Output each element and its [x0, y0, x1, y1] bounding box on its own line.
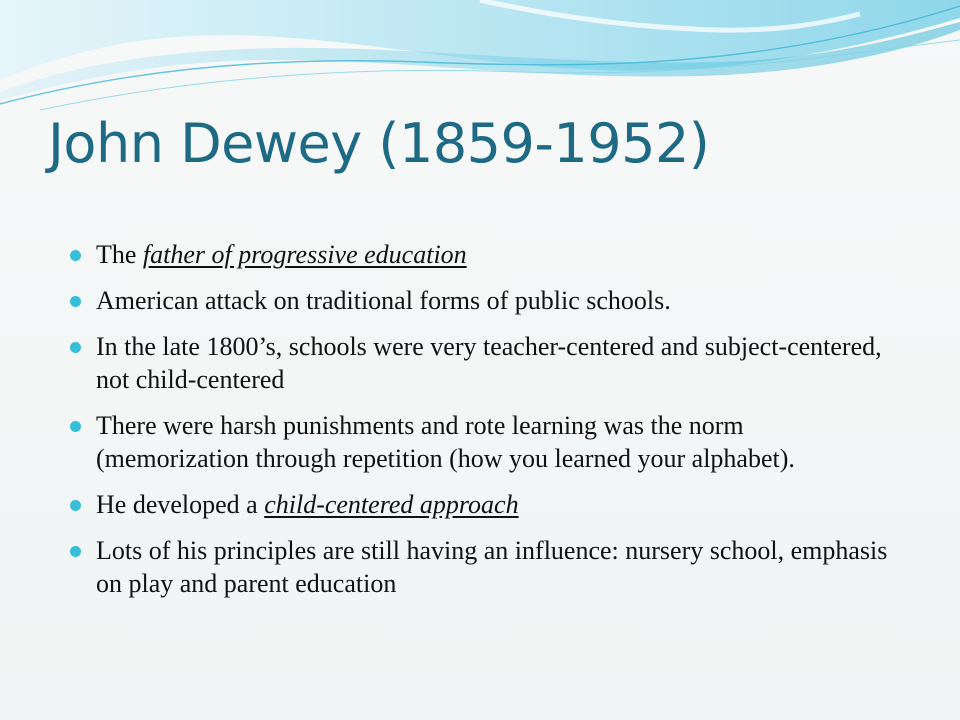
bullet-item [68, 488, 888, 521]
bullet-item [68, 238, 888, 271]
bullet-emphasis: father of progressive education [142, 240, 467, 269]
bullet-text: He developed a [96, 490, 265, 519]
bullet-dot-icon [70, 250, 81, 261]
bullet-dot-icon [70, 500, 81, 511]
bullet-item [68, 409, 888, 475]
bullet-text: There were harsh punishments and rote learning was the norm (memorization through repetition (how you learned your alphabet). [96, 411, 795, 473]
bullet-text: The [96, 240, 143, 269]
bullet-dot-icon [70, 421, 81, 432]
bullet-text: Lots of his principles are still having an influence: nursery school, emphasis on play and parent education [96, 536, 888, 598]
bullet-text: American attack on traditional forms of public schools. [96, 286, 671, 315]
bullet-list [68, 238, 888, 613]
bullet-text: In the late 1800’s, schools were very teacher-centered and subject-centered, not child-centered [96, 332, 882, 394]
bullet-item [68, 330, 888, 396]
bullet-dot-icon [70, 296, 81, 307]
bullet-emphasis: child-centered approach [264, 490, 519, 519]
header-wave-decoration [0, 0, 960, 120]
slide-title: John Dewey (1859-1952) [48, 112, 710, 175]
bullet-dot-icon [70, 342, 81, 353]
bullet-dot-icon [70, 546, 81, 557]
bullet-item [68, 284, 888, 317]
bullet-item [68, 534, 888, 600]
